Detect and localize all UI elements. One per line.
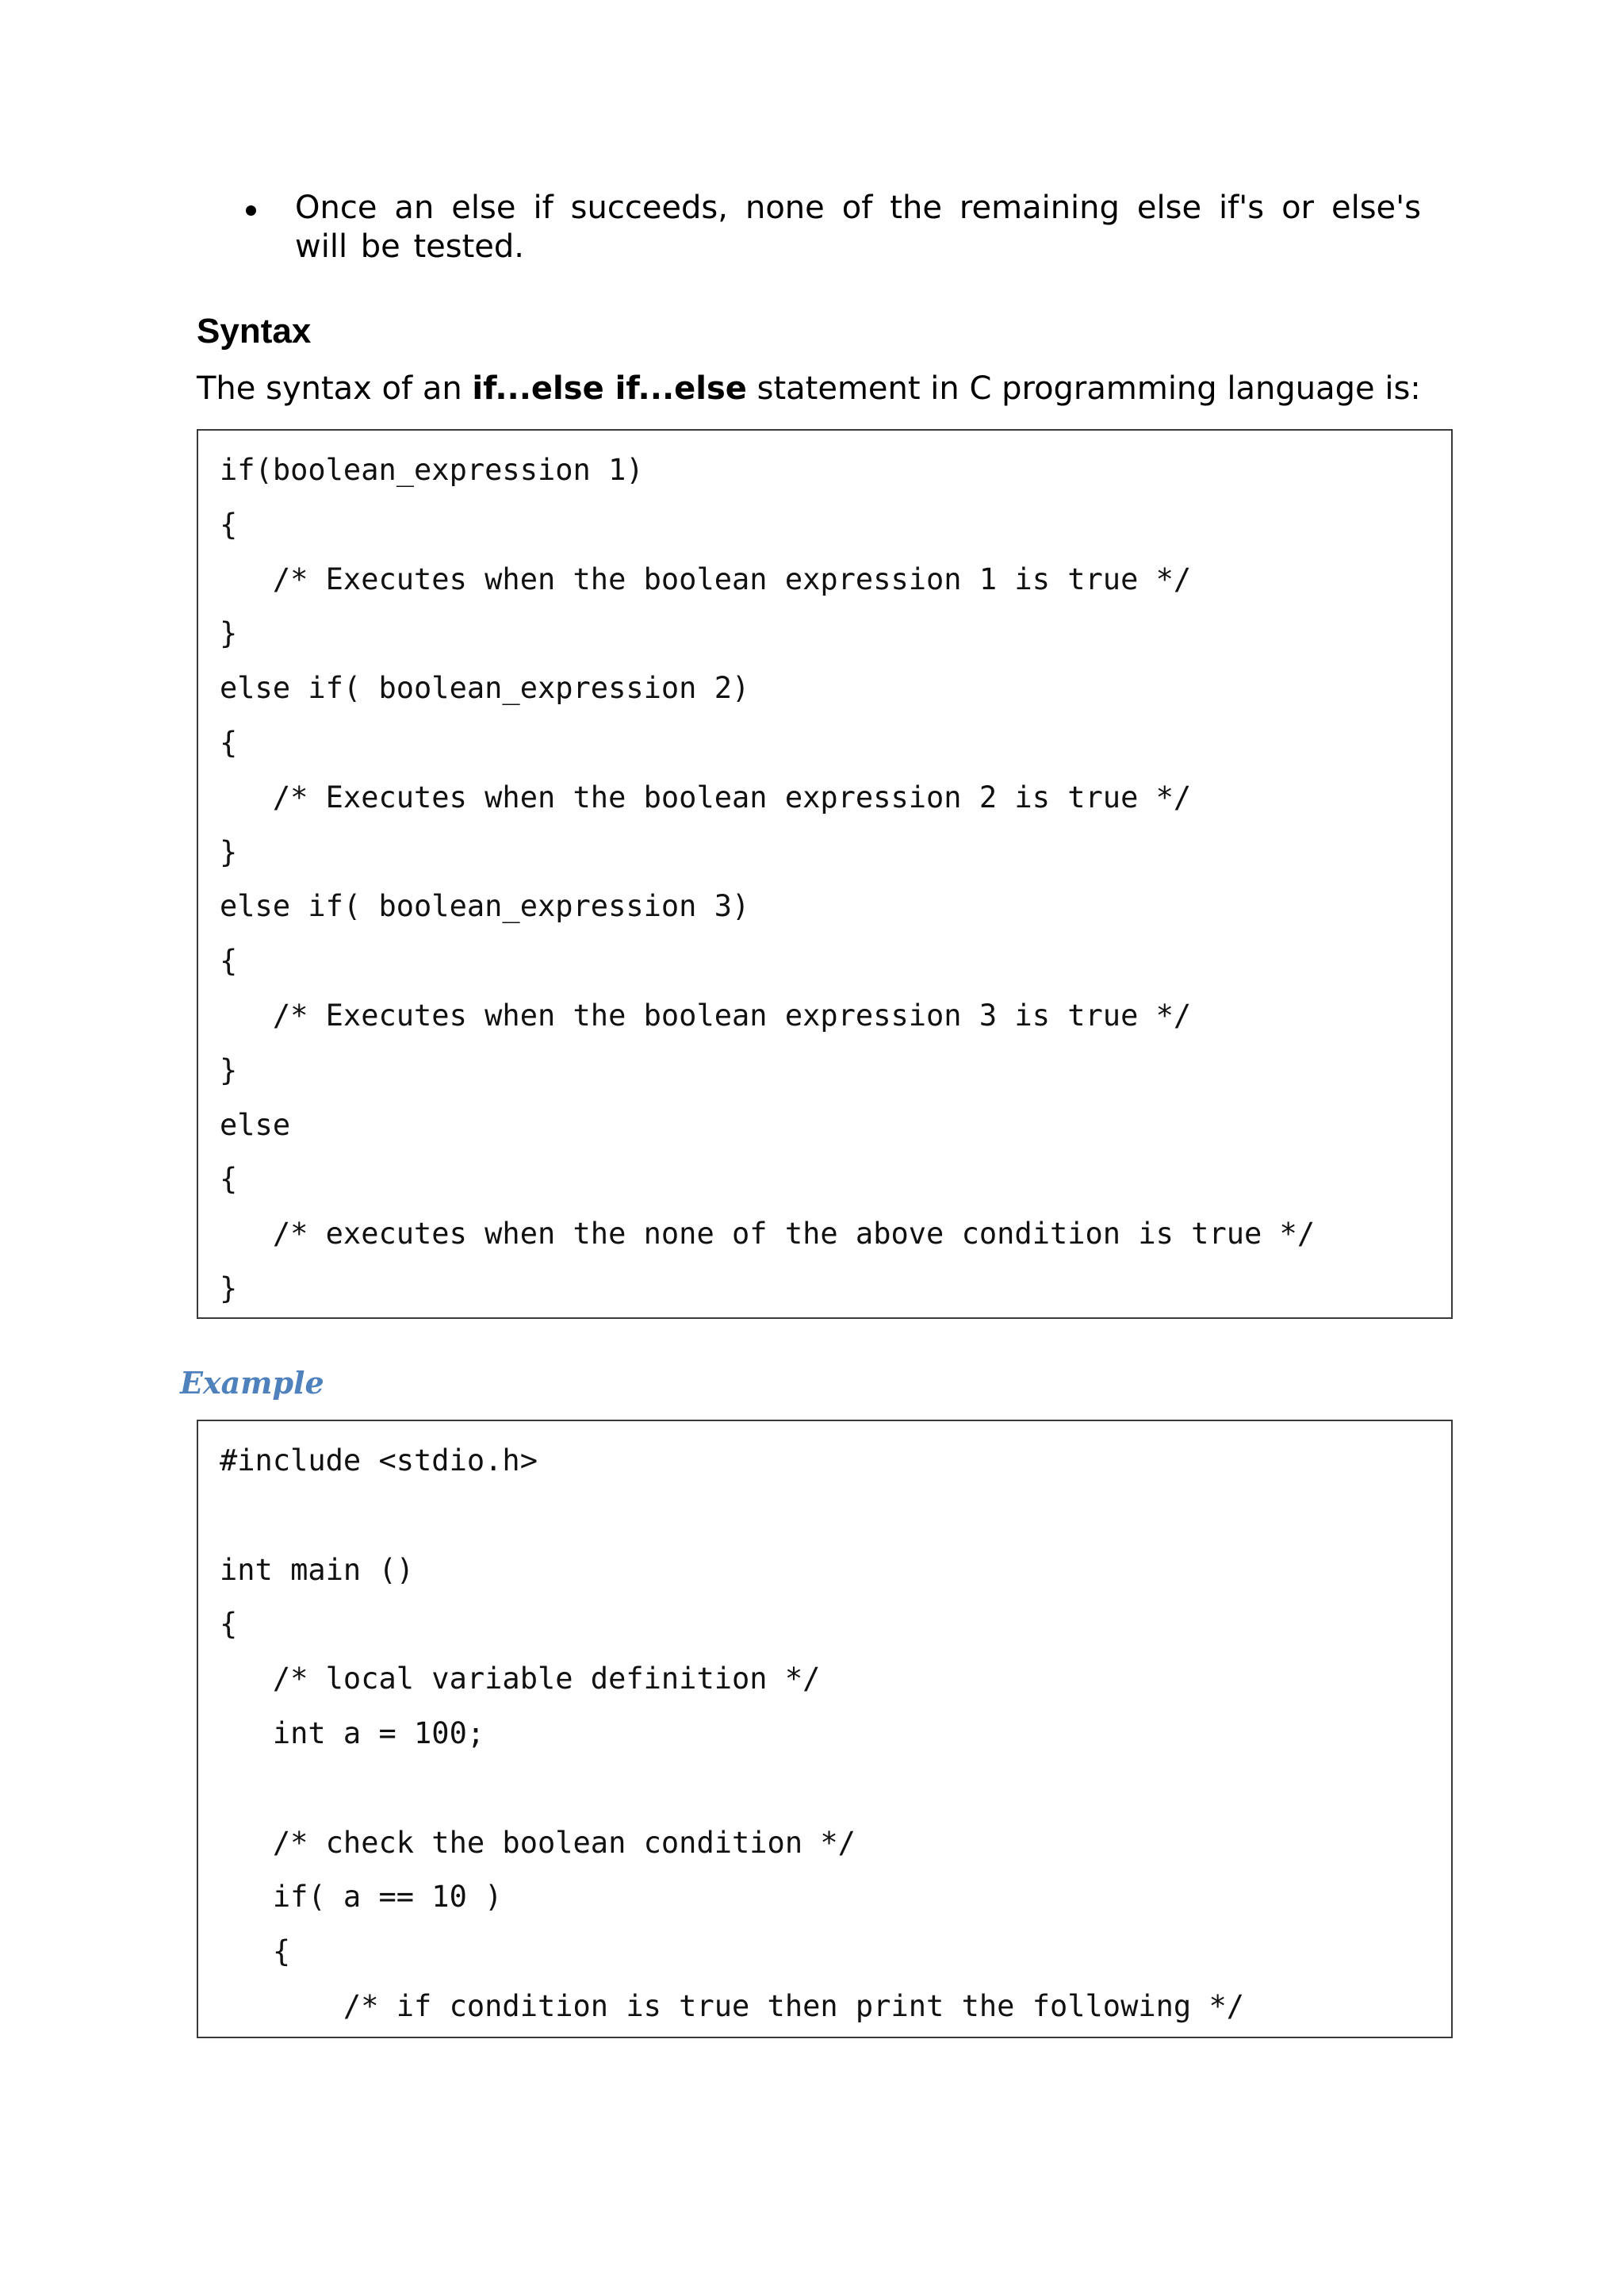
syntax-intro-keyword: if...else if...else (472, 370, 747, 407)
example-code-block (197, 1420, 1453, 2038)
code-line: #include <stdio.h> (220, 1443, 538, 1478)
code-line: } (220, 1052, 238, 1087)
syntax-code-lines (220, 443, 1315, 1317)
code-line: /* if condition is true then print the following */ (220, 1988, 1245, 2023)
code-line: } (220, 616, 238, 651)
code-line: /* Executes when the boolean expression 2 is true */ (220, 780, 1192, 815)
syntax-code-block (197, 429, 1453, 1319)
syntax-intro (197, 366, 1421, 411)
code-line: else if( boolean_expression 3) (220, 889, 750, 924)
code-line: { (220, 944, 238, 979)
code-line: { (220, 1607, 238, 1642)
code-line: { (220, 507, 238, 542)
example-code-lines (220, 1434, 1244, 2034)
code-line: /* check the boolean condition */ (220, 1825, 856, 1860)
syntax-intro-prefix: The syntax of an (197, 370, 473, 407)
code-line: else if( boolean_expression 2) (220, 671, 750, 706)
code-line (220, 1761, 1244, 1816)
code-line: /* local variable definition */ (220, 1662, 821, 1696)
code-line: if(boolean_expression 1) (220, 453, 644, 487)
code-line (220, 1489, 1244, 1543)
bullet-list-item (247, 189, 1421, 266)
syntax-heading: Syntax (197, 312, 312, 351)
code-line: { (220, 1162, 238, 1197)
code-line: int main () (220, 1552, 415, 1587)
code-line: int a = 100; (220, 1715, 485, 1750)
code-line: } (220, 1271, 238, 1305)
bullet-text: Once an else if succeeds, none of the remaining else if's or else's will be tested. (295, 190, 1421, 265)
code-line: { (220, 725, 238, 760)
code-line: /* executes when the none of the above condition is true */ (220, 1217, 1316, 1251)
bullet-dot-icon (246, 205, 256, 216)
code-line: /* Executes when the boolean expression 1 is true */ (220, 562, 1192, 596)
code-line: { (220, 1934, 291, 1969)
code-line: /* Executes when the boolean expression 3 is true */ (220, 998, 1192, 1033)
code-line: if( a == 10 ) (220, 1880, 503, 1915)
example-heading: Example (180, 1365, 324, 1401)
code-line: } (220, 834, 238, 869)
syntax-intro-suffix: statement in C programming language is: (746, 370, 1421, 407)
code-line: else (220, 1107, 291, 1142)
